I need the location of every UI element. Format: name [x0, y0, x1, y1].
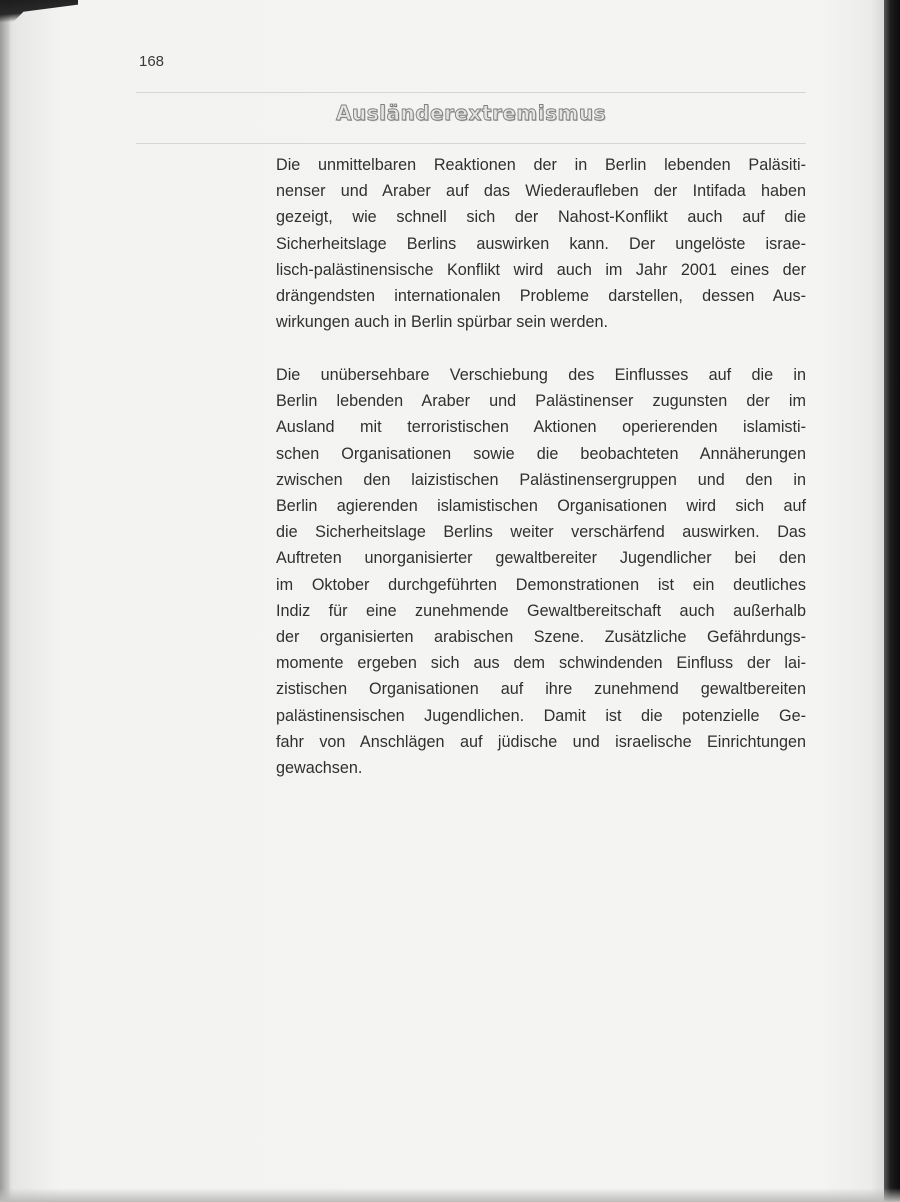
- header-rule-bottom: [136, 143, 806, 144]
- text-line: gezeigt, wie schnell sich der Nahost-Konflikt auch auf die: [276, 208, 806, 227]
- text-line: Berlin lebenden Araber und Palästinenser zugunsten der im: [276, 392, 806, 411]
- text-line: nenser und Araber auf das Wiederaufleben der Intifada haben: [276, 182, 806, 201]
- text-line: zistischen Organisationen auf ihre zunehmend gewaltbereiten: [276, 680, 806, 699]
- text-line: Ausland mit terroristischen Aktionen operierenden islamisti-: [276, 418, 806, 437]
- text-line: die Sicherheitslage Berlins weiter verschärfend auswirken. Das: [276, 523, 806, 542]
- header-rule-top: [136, 92, 806, 93]
- text-line: Auftreten unorganisierter gewaltbereiter Jugendlicher bei den: [276, 549, 806, 568]
- scan-edge-bottom: [0, 1188, 900, 1202]
- text-line: momente ergeben sich aus dem schwindenden Einfluss der lai-: [276, 654, 806, 673]
- scan-edge-right: [884, 0, 900, 1202]
- text-line: gewachsen.: [276, 759, 363, 778]
- paragraph-1: [276, 152, 806, 335]
- section-heading: Ausländerextremismus: [336, 101, 606, 125]
- text-line: Die unübersehbare Verschiebung des Einflusses auf die in: [276, 366, 806, 384]
- text-line: palästinensischen Jugendlichen. Damit ist die potenzielle Ge-: [276, 706, 806, 725]
- text-line: im Oktober durchgeführten Demonstrationen ist ein deutliches: [276, 575, 806, 594]
- text-line: fahr von Anschlägen auf jüdische und israelische Einrichtungen: [276, 732, 806, 751]
- text-line: drängendsten internationalen Probleme darstellen, dessen Aus-: [276, 287, 806, 306]
- text-line: Die unmittelbaren Reaktionen der in Berlin lebenden Paläsiti-: [276, 156, 806, 174]
- text-line: Indiz für eine zunehmende Gewaltbereitschaft auch außerhalb: [276, 601, 806, 620]
- text-line: der organisierten arabischen Szene. Zusätzliche Gefährdungs-: [276, 628, 806, 647]
- book-spine-shadow: [0, 0, 10, 1202]
- text-line: schen Organisationen sowie die beobachteten Annäherungen: [276, 444, 806, 463]
- text-line: wirkungen auch in Berlin spürbar sein werden.: [276, 313, 609, 332]
- text-line: lisch-palästinensische Konflikt wird auch im Jahr 2001 eines der: [276, 260, 806, 279]
- page-number: 168: [139, 53, 165, 70]
- text-line: Sicherheitslage Berlins auswirken kann. Der ungelöste israe-: [276, 234, 806, 253]
- paragraph-2: [276, 362, 806, 781]
- text-line: zwischen den laizistischen Palästinensergruppen und den in: [276, 470, 806, 489]
- text-line: Berlin agierenden islamistischen Organisationen wird sich auf: [276, 497, 806, 516]
